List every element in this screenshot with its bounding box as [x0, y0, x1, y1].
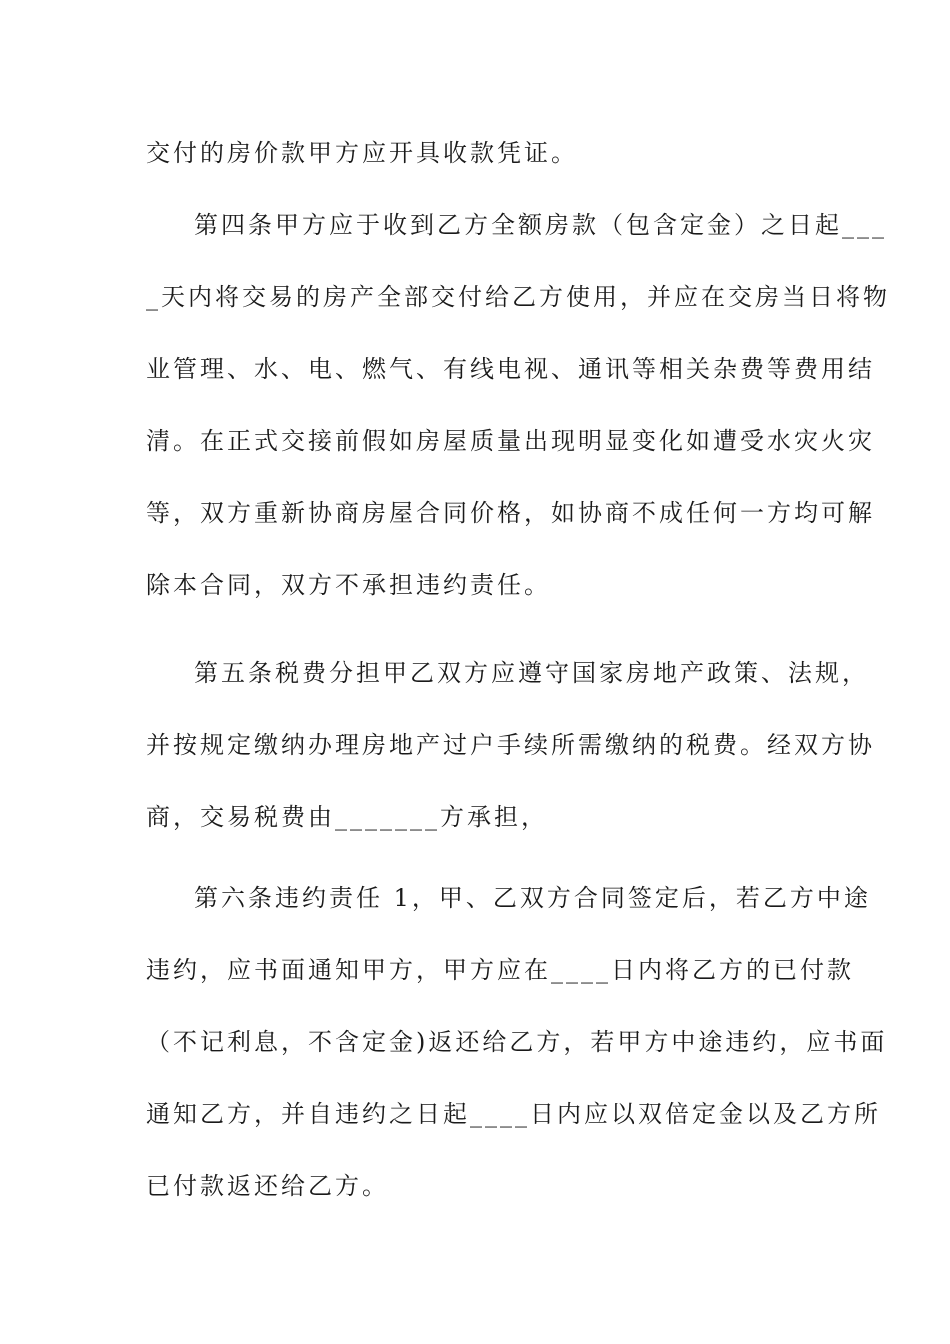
text-line-11: 第六条违约责任 1，甲、乙双方合同签定后，若乙方中途: [194, 884, 871, 912]
text-line-4: 业管理、水、电、燃气、有线电视、通讯等相关杂费等费用结: [146, 355, 875, 383]
text-line-8: 第五条税费分担甲乙双方应遵守国家房地产政策、法规，: [194, 659, 869, 687]
text-line-10: 商，交易税费由_______方承担，: [146, 803, 548, 831]
text-line-7: 除本合同，双方不承担违约责任。: [146, 571, 551, 599]
text-line-12: 违约，应书面通知甲方，甲方应在____日内将乙方的已付款: [146, 956, 854, 984]
text-line-9: 并按规定缴纳办理房地产过户手续所需缴纳的税费。经双方协: [146, 731, 875, 759]
text-line-3: _天内将交易的房产全部交付给乙方使用，并应在交房当日将物: [146, 283, 890, 311]
text-line-2: 第四条甲方应于收到乙方全额房款（包含定金）之日起___: [194, 211, 887, 239]
text-line-14: 通知乙方，并自违约之日起____日内应以双倍定金以及乙方所: [146, 1100, 881, 1128]
text-line-1: 交付的房价款甲方应开具收款凭证。: [146, 139, 578, 167]
text-line-13: （不记利息，不含定金)返还给乙方，若甲方中途违约，应书面: [146, 1028, 888, 1056]
text-line-5: 清。在正式交接前假如房屋质量出现明显变化如遭受水灾火灾: [146, 427, 875, 455]
text-line-15: 已付款返还给乙方。: [146, 1172, 389, 1200]
text-line-6: 等，双方重新协商房屋合同价格，如协商不成任何一方均可解: [146, 499, 875, 527]
